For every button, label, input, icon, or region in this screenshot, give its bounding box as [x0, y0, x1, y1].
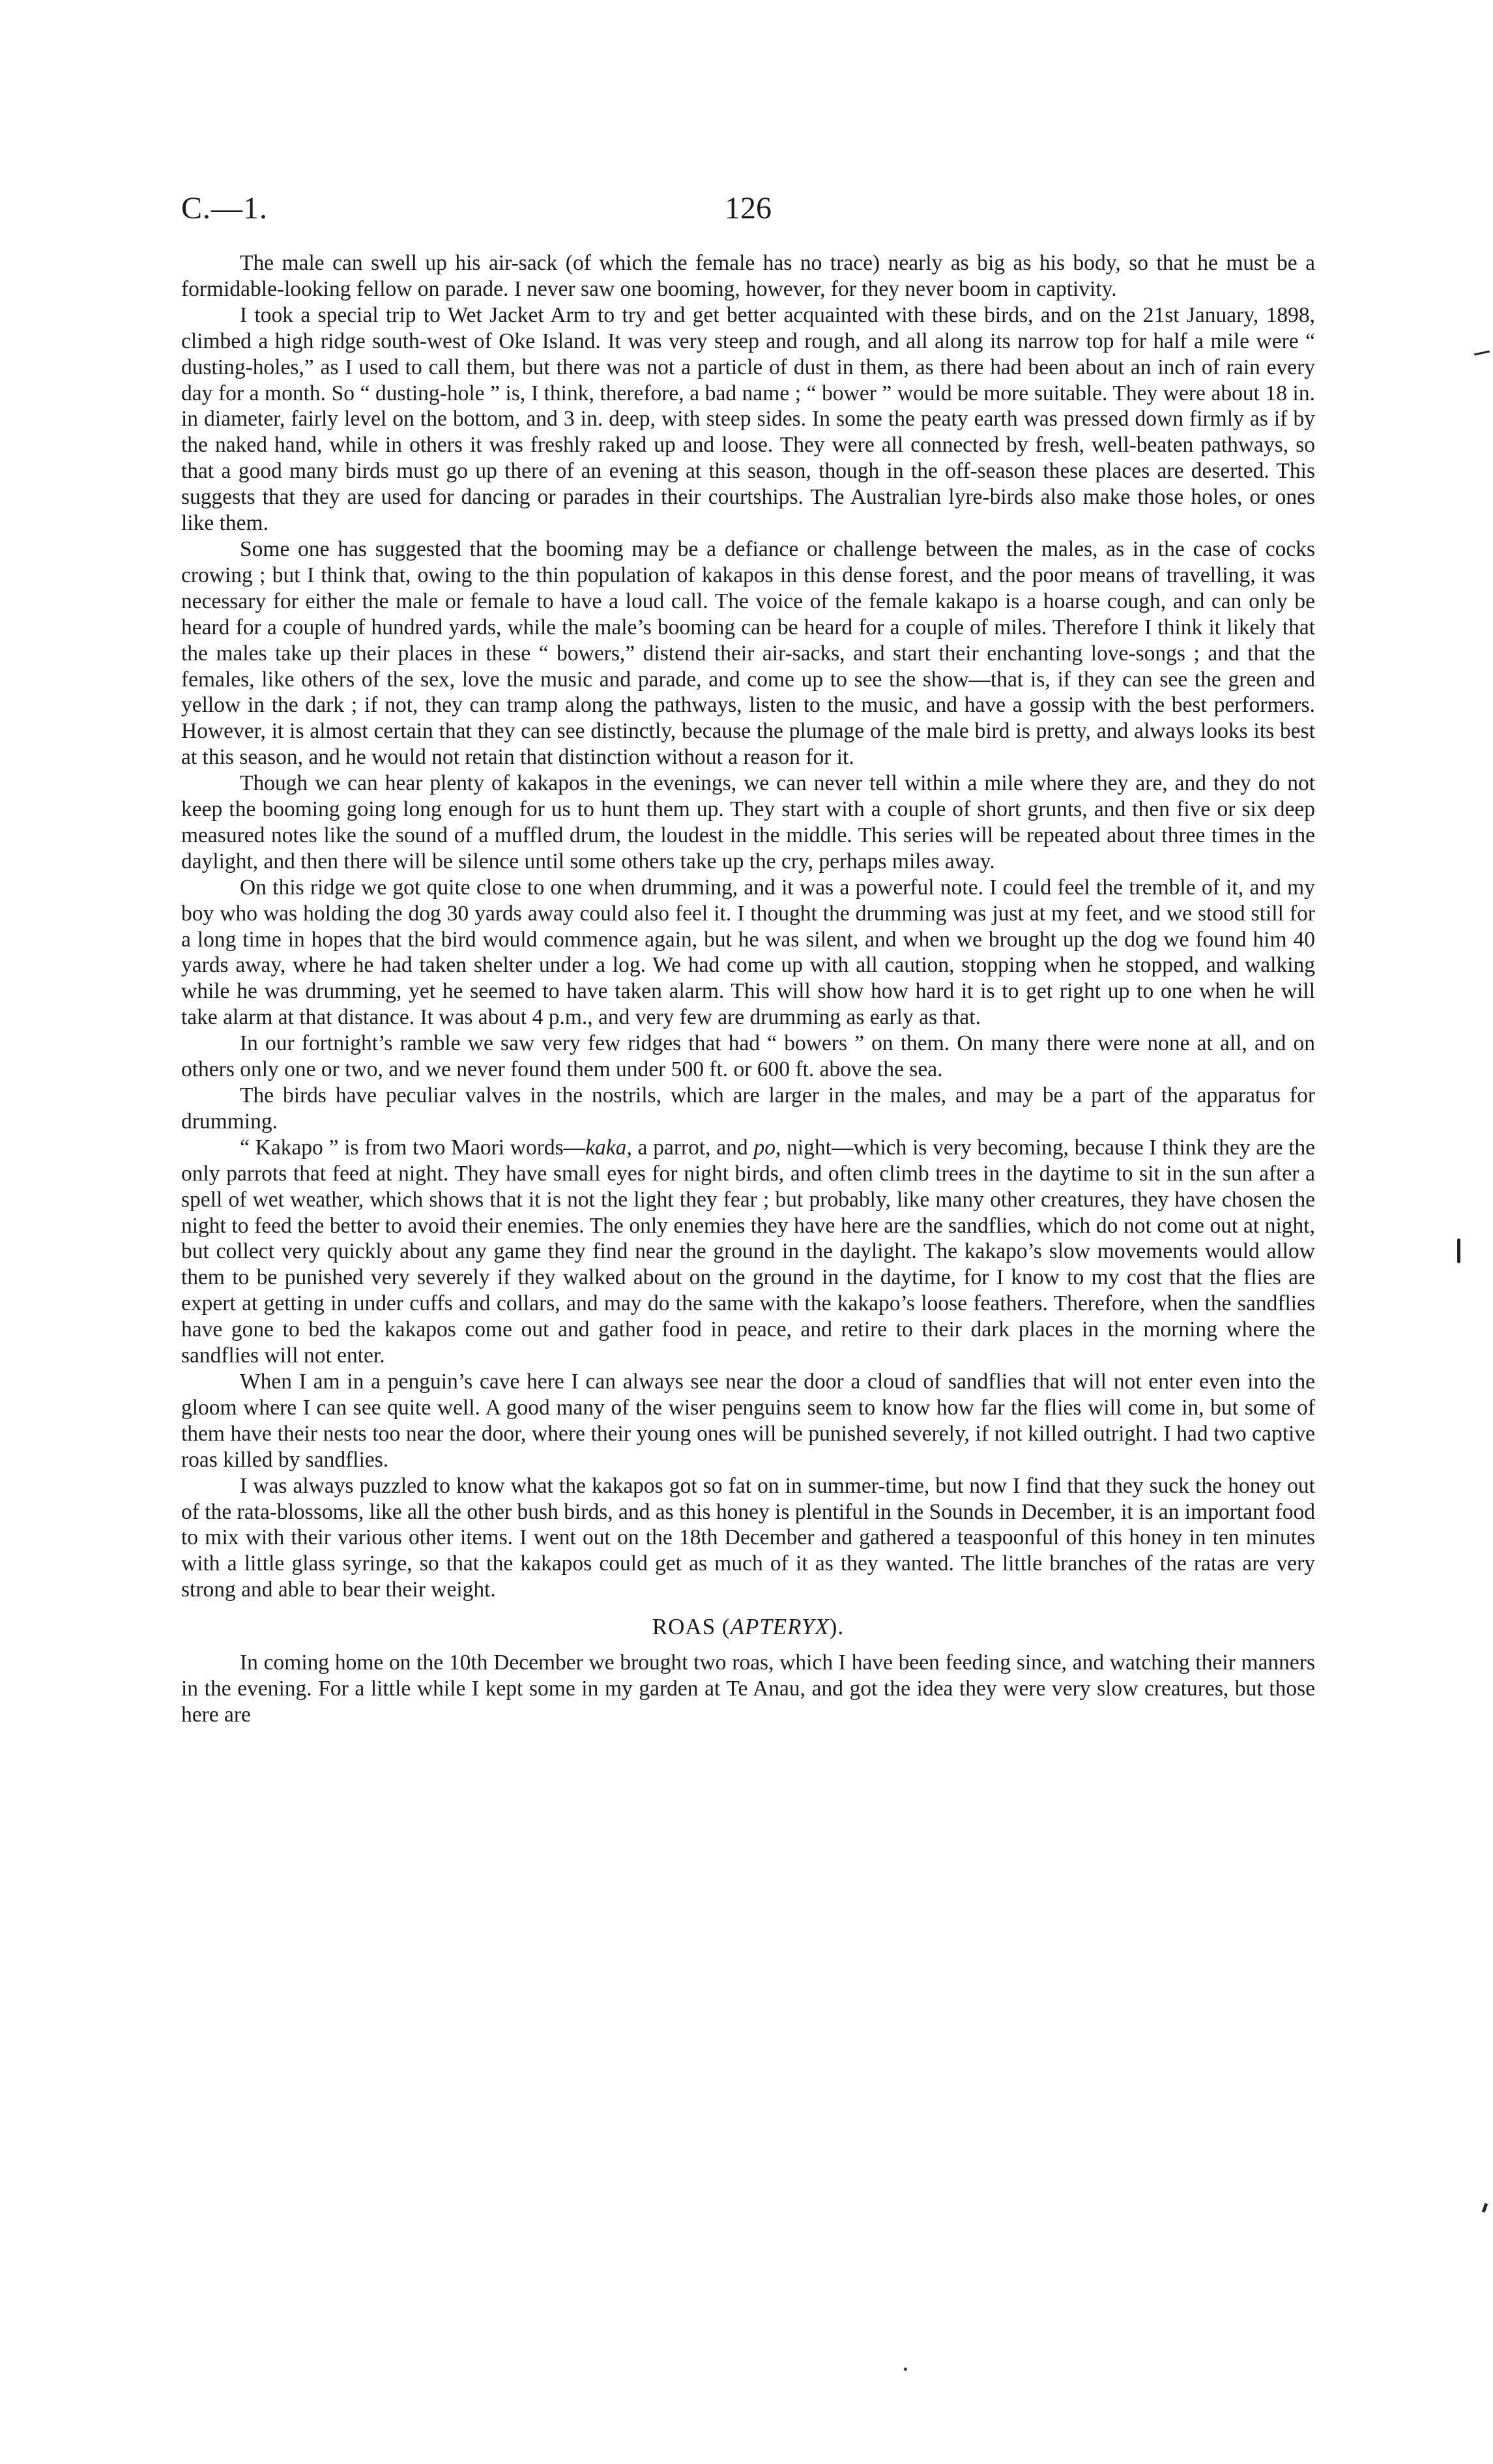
paragraph-fortnight-ramble: In our fortnight’s ramble we saw very few ridges that had “ bowers ” on them. On many there were none at all, and on others only one or two, and we never found them under 500 ft. or 600 ft. above the sea. [181, 1031, 1315, 1082]
maori-word-kaka: kaka [585, 1135, 627, 1160]
scan-mark-top [1474, 351, 1490, 356]
page-header [181, 190, 1315, 229]
scan-mark-middle [1457, 1239, 1460, 1263]
scan-mark-lower [1482, 2203, 1488, 2213]
document-reference: C.—1. [181, 191, 268, 226]
paragraph-nostril-valves: The birds have peculiar valves in the nostrils, which are larger in the males, and may be a part of the apparatus for drumming. [181, 1083, 1315, 1134]
paragraph-booming-challenge: Some one has suggested that the booming may be a defiance or challenge between the males, as in the case of cocks crowing ; but I think that, owing to the thin population of kakapos in this dense forest, and the poor means of travelling, it was necessary for either the male or female to have a loud call. The voice of the female kakapo is a hoarse cough, and can only be heard for a couple of hundred yards, while the male’s booming can be heard for a couple of miles. Therefore I think it likely that the males take up their places in these “ bowers,” distend their air-sacks, and start their enchanting love-songs ; and that the females, like others of the sex, love the music and parade, and come up to see the show—that is, if they can see the green and yellow in the dark ; if not, they can tramp along the pathways, listen to the music, and have a gossip with the best performers. However, it is almost certain that they can see distinctly, because the plumage of the male bird is pretty, and always looks its best at this season, and he would not retain that distinction without a reason for it. [181, 536, 1315, 770]
kakapo-text-1: “ Kakapo ” is from two Maori words— [240, 1135, 586, 1160]
paragraph-wet-jacket-arm: I took a special trip to Wet Jacket Arm to try and get better acquainted with these birds, and on the 21st January, 1898, climbed a high ridge south-west of Oke Island. It was very steep and rough, and all along its narrow top for half a mile were “ dusting-holes,” as I used to call them, but there was not a particle of dust in them, as there had been about an inch of rain every day for a month. So “ dusting-hole ” is, I think, therefore, a bad name ; “ bower ” would be more suitable. They were about 18 in. in diameter, fairly level on the bottom, and 3 in. deep, with steep sides. In some the peaty earth was pressed down firmly as if by the naked hand, while in others it was freshly raked up and loose. They were all connected by fresh, well-beaten pathways, so that a good many birds must go up there of an evening at this season, though in the off-season these places are deserted. This suggests that they are used for dancing or parades in their courtships. The Australian lyre-birds also make those holes, or ones like them. [181, 302, 1315, 536]
paragraph-roas-intro: In coming home on the 10th December we brought two roas, which I have been feeding since, and watching their manners in the evening. For a little while I kept some in my garden at Te Anau, and got the idea they were very slow creatures, but those here are [181, 1650, 1315, 1727]
section-heading-italic: APTERYX [730, 1614, 830, 1640]
article-body [181, 250, 1315, 1728]
section-heading-main: ROAS ( [652, 1614, 731, 1640]
paragraph-penguin-cave: When I am in a penguin’s cave here I can always see near the door a cloud of sandflies that will not enter even into the gloom where I can see quite well. A good many of the wiser penguins seem to know how far the flies will come in, but some of them have their nests too near the door, where their young ones will be punished severely, if not killed outright. I had two captive roas killed by sandflies. [181, 1369, 1315, 1472]
page-dot [904, 2368, 907, 2371]
paragraph-hearing-kakapos: Though we can hear plenty of kakapos in the evenings, we can never tell within a mile where they are, and they do not keep the booming going long enough for us to hunt them up. They start with a couple of short grunts, and then five or six deep measured notes like the sound of a muffled drum, the loudest in the middle. This series will be repeated about three times in the daylight, and then there will be silence until some others take up the cry, perhaps miles away. [181, 771, 1315, 873]
paragraph-kakapo-name [181, 1135, 1315, 1369]
page-number: 126 [725, 191, 772, 226]
maori-word-po: po [753, 1135, 775, 1160]
paragraph-drumming-ridge: On this ridge we got quite close to one when drumming, and it was a powerful note. I could feel the tremble of it, and my boy who was holding the dog 30 yards away could also feel it. I thought the drumming was just at my feet, and we stood still for a long time in hopes that the bird would commence again, but he was silent, and when we brought up the dog we found him 40 yards away, where he had taken shelter under a log. We had come up with all caution, stopping when he stopped, and walking while he was drumming, yet he seemed to have taken alarm. This will show how hard it is to get right up to one when he will take alarm at that distance. It was about 4 p.m., and very few are drumming as early as that. [181, 875, 1315, 1030]
section-heading-roas [181, 1612, 1315, 1642]
paragraph-air-sack: The male can swell up his air-sack (of which the female has no trace) nearly as big as his body, so that he must be a formidable-looking fellow on parade. I never saw one booming, however, for they never boom in captivity. [181, 251, 1315, 301]
kakapo-text-3: , night—which is very becoming, because I think they are the only parrots that feed at night. They have small eyes for night birds, and often climb trees in the daytime to sit in the sun after a spell of wet weather, which shows that it is not the light they fear ; but probably, like many other creatures, they have chosen the night to feed the better to avoid their enemies. The only enemies they have here are the sandflies, which do not come out at night, but collect very quickly about any game they find near the ground in the daylight. The kakapo’s slow movements would allow them to be punished very severely if they walked about on the ground in the daytime, for I know to my cost that the flies are expert at getting in under cuffs and collars, and may do the same with the kakapo’s loose feathers. Therefore, when the sandflies have gone to bed the kakapos come out and gather food in peace, and retire to their dark places in the morning where the sandflies will not enter. [181, 1135, 1316, 1368]
kakapo-text-2: , a parrot, and [626, 1135, 754, 1160]
section-heading-end: ). [829, 1614, 845, 1640]
paragraph-rata-honey: I was always puzzled to know what the kakapos got so fat on in summer-time, but now I find that they suck the honey out of the rata-blossoms, like all the other bush birds, and as this honey is plentiful in the Sounds in December, it is an important food to mix with their various other items. I went out on the 18th December and gathered a teaspoonful of this honey in ten minutes with a little glass syringe, so that the kakapos could get as much of it as they wanted. The little branches of the ratas are very strong and able to bear their weight. [181, 1473, 1315, 1602]
